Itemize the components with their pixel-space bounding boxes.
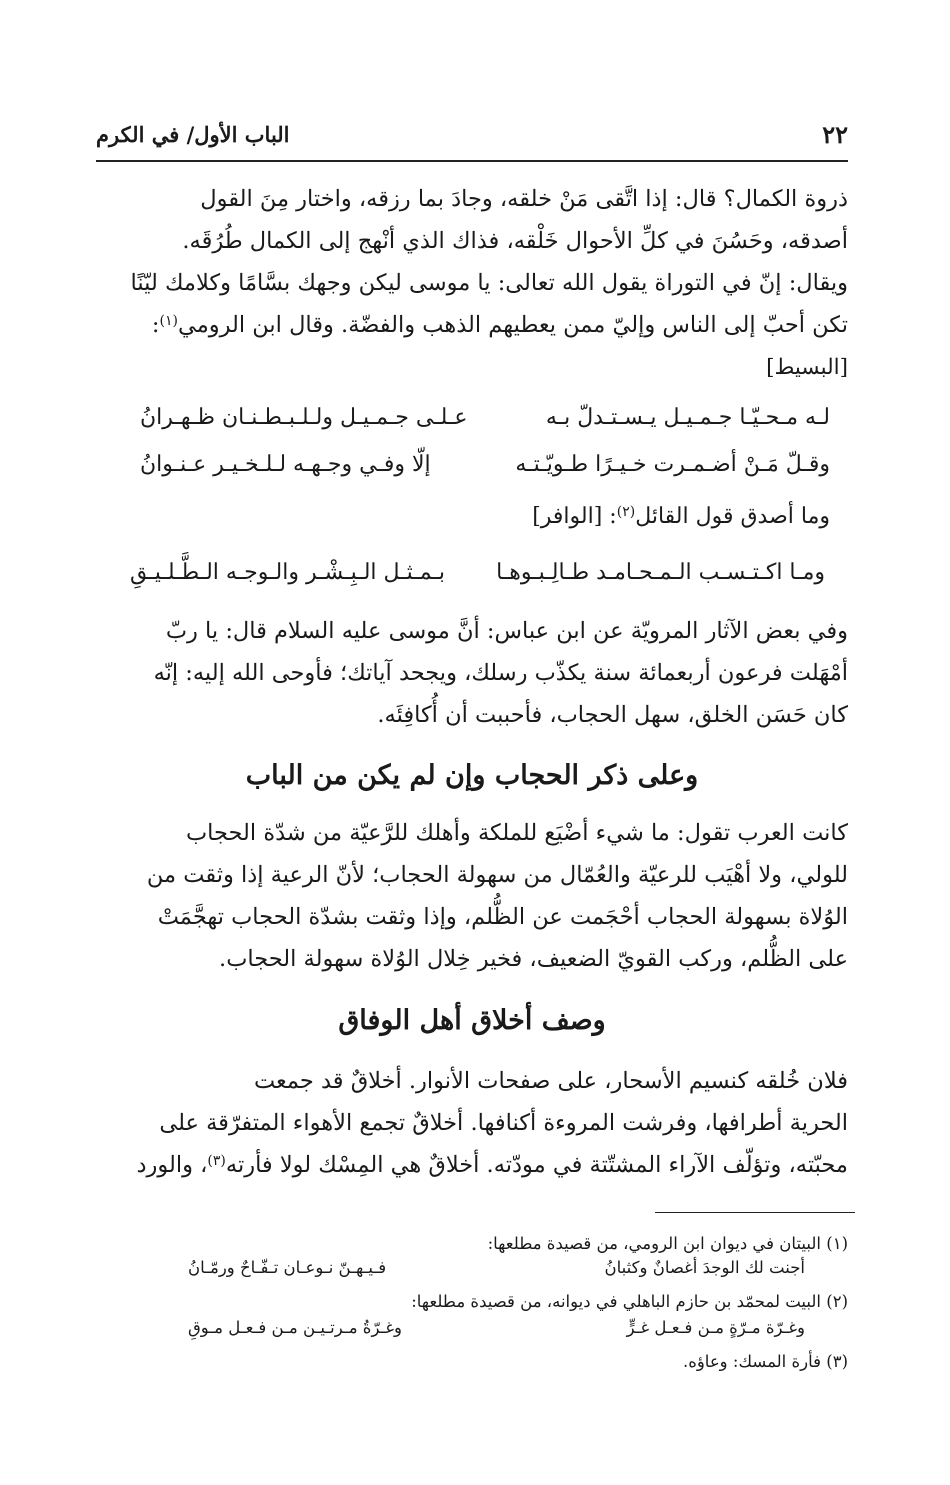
paragraph-2 bbox=[96, 610, 848, 736]
text-line: كانت العرب تقول: ما شيء أضْيَع للملكة وأهلك للرَّعيّة من شدّة الحجاب bbox=[185, 820, 848, 846]
hemistich-second: عـلـى جـمـيـل ولـلـبـطـنـان ظـهـرانُ bbox=[140, 405, 468, 430]
footnote-rule bbox=[655, 1212, 855, 1213]
quote-intro: وما أصدق قول القائل$^{(٢)}$: [الوافر] bbox=[532, 504, 830, 529]
text-line: فلان خُلقه كنسيم الأسحار، على صفحات الأنوار. أخلاقٌ قد جمعت bbox=[253, 1068, 848, 1094]
text-line: وفي بعض الآثار المرويّة عن ابن عباس: أنَّ موسى عليه السلام قال: يا ربّ bbox=[165, 618, 848, 644]
verse-line bbox=[140, 452, 830, 492]
footnote-1: (١) البيتان في ديوان ابن الرومي، من قصيدة مطلعها: bbox=[487, 1234, 848, 1253]
hemistich-first: وقـلّ مَـنْ أضـمـرت خـيـرًا طـويّـتـه bbox=[515, 452, 830, 477]
footnote-verse-first: أجنت لك الوجدَ أغصانٌ وكثبانُ bbox=[604, 1258, 805, 1277]
hemistich-first: لـه مـحـيّـا جـمـيـل يـسـتـدلّ بـه bbox=[545, 405, 830, 430]
running-header bbox=[96, 120, 848, 160]
text-line: على الظُّلم، وركب القويّ الضعيف، فخير خِلال الوُلاة سهولة الحجاب. bbox=[219, 946, 848, 972]
section-heading: وعلى ذكر الحجاب وإن لم يكن من الباب bbox=[245, 760, 699, 791]
footnote-ref: (٣) bbox=[207, 1153, 226, 1169]
hemistich-second: بـمـثـل الـبِـشْـر والـوجـه الـطَّـلـيـقِ bbox=[130, 560, 446, 585]
footnote-verse-second: وغـرّةُ مـرتـيـن مـن فـعـل مـوقِ bbox=[188, 1318, 402, 1337]
meter-tag: [البسيط] bbox=[766, 355, 848, 380]
page-number: ٢٢ bbox=[822, 120, 848, 149]
hemistich-second: إلّا وفـي وجـهـه لـلـخـيـر عـنـوانُ bbox=[140, 452, 431, 477]
text-line: أصدقه، وحَسُنَ في كلِّ الأحوال خَلْقه، فذاك الذي أنْهج إلى الكمال طُرُقَه. bbox=[182, 228, 848, 254]
text-line: ويقال: إنّ في التوراة يقول الله تعالى: يا موسى ليكن وجهك بسَّامًا وكلامك ليّنًا bbox=[130, 270, 848, 296]
footnote-verse-first: وغـرّة مـرّةٍ مـن فـعـل غـرٍّ bbox=[626, 1318, 805, 1337]
footnote-ref: (١) bbox=[159, 313, 178, 329]
text-line: للولي، ولا أهْيَب للرعيّة والعُمّال من سهولة الحجاب؛ لأنّ الرعية إذا وثقت من bbox=[146, 862, 848, 888]
header-rule bbox=[96, 160, 848, 162]
text-line: كان حَسَن الخلق، سهل الحجاب، فأحببت أن أُكافِئَه. bbox=[377, 702, 848, 728]
section-heading: وصف أخلاق أهل الوفاق bbox=[338, 1005, 606, 1036]
footnote-ref: (٢) bbox=[616, 504, 636, 520]
text-line: ذروة الكمال؟ قال: إذا اتَّقى مَنْ خلقه، وجادَ بما رزقه، واختار مِنَ القول bbox=[200, 186, 848, 212]
text-line: الحرية أطرافها، وفرشت المروءة أكنافها. أخلاقٌ تجمع الأهواء المتفرّقة على bbox=[159, 1110, 848, 1136]
text-line: محبّته، وتؤلّف الآراء المشتّتة في مودّته. أخلاقٌ هي المِسْك لولا فأرته$^{(٣)}$، والورد bbox=[136, 1152, 848, 1178]
footnote-verse-second: فـيـهـنّ نـوعـان تـفّـاحٌ ورمّـانُ bbox=[188, 1258, 387, 1277]
paragraph-1 bbox=[96, 178, 848, 389]
verse-line bbox=[130, 560, 825, 600]
verse-line bbox=[140, 405, 830, 445]
hemistich-first: ومـا اكـتـسـب الـمـحـامـد طـالِـبـوهـا bbox=[496, 560, 825, 585]
chapter-title: الباب الأول/ في الكرم bbox=[96, 122, 290, 147]
paragraph-4 bbox=[96, 1060, 848, 1186]
text-line: أمْهَلت فرعون أربعمائة سنة يكذّب رسلك، ويجحد آياتك؛ فأوحى الله إليه: إنّه bbox=[153, 660, 848, 686]
text-line: تكن أحبّ إلى الناس وإليّ ممن يعطيهم الذهب والفضّة. وقال ابن الرومي$^{(١)}$: bbox=[151, 312, 848, 338]
text-line: الوُلاة بسهولة الحجاب أحْجَمت عن الظُّلم، وإذا وثقت بشدّة الحجاب تهجَّمَتْ bbox=[157, 904, 848, 930]
footnote-3: (٣) فأرة المسك: وعاؤه. bbox=[682, 1352, 848, 1371]
paragraph-3 bbox=[96, 812, 848, 980]
footnote-2: (٢) البيت لمحمّد بن حازم الباهلي في ديوانه، من قصيدة مطلعها: bbox=[411, 1292, 848, 1311]
